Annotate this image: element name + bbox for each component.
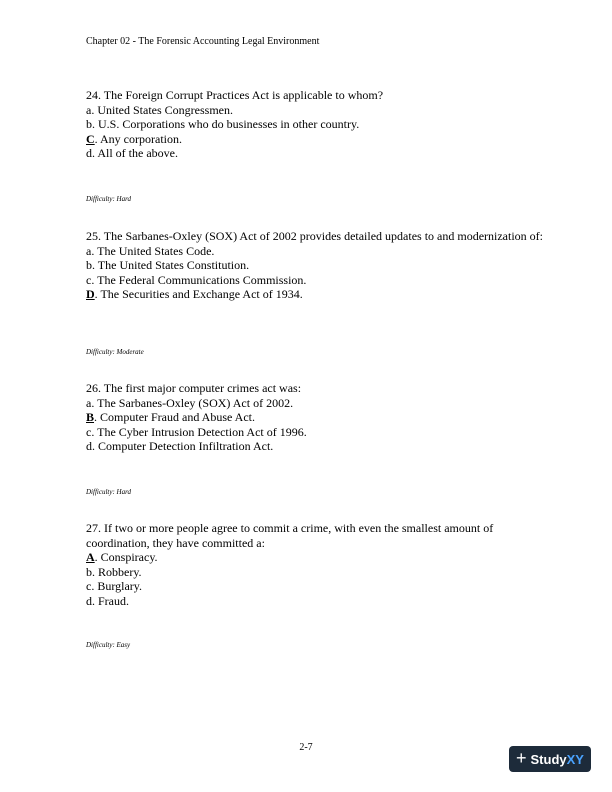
question-stem: 26. The first major computer crimes act was: bbox=[86, 381, 302, 395]
question-24 bbox=[86, 88, 546, 161]
question-stem: 25. The Sarbanes-Oxley (SOX) Act of 2002 provides detailed updates to and modernization of: bbox=[86, 229, 544, 243]
answer-option bbox=[86, 579, 546, 594]
option-letter: a bbox=[86, 395, 92, 410]
difficulty-label: Difficulty: Hard bbox=[86, 195, 132, 203]
page-number: 2-7 bbox=[299, 742, 313, 753]
studyxy-watermark[interactable] bbox=[509, 746, 591, 772]
option-text: . The Cyber Intrusion Detection Act of 1996. bbox=[91, 424, 307, 439]
option-text: . United States Congressmen. bbox=[91, 102, 233, 117]
option-text: . Burglary. bbox=[91, 579, 142, 593]
option-letter: c bbox=[86, 579, 92, 593]
difficulty-label: Difficulty: Easy bbox=[86, 641, 131, 649]
option-text: . Computer Fraud and Abuse Act. bbox=[94, 410, 255, 424]
correct-answer-letter: D bbox=[86, 287, 95, 301]
question-stem: 27. If two or more people agree to commit a crime, with even the smallest amount of coordination, they have committed a: bbox=[86, 521, 494, 550]
correct-answer-letter: C bbox=[86, 131, 95, 146]
answer-option bbox=[86, 396, 546, 411]
option-text: . The United States Constitution. bbox=[92, 258, 250, 272]
question-stem: 24. The Foreign Corrupt Practices Act is applicable to whom? bbox=[86, 88, 384, 102]
option-letter: b bbox=[86, 564, 92, 579]
answer-option-correct bbox=[86, 550, 546, 565]
answer-option bbox=[86, 117, 546, 132]
difficulty-label: Difficulty: Hard bbox=[86, 488, 132, 496]
option-letter: a bbox=[86, 243, 92, 258]
option-text: . The Securities and Exchange Act of 1934. bbox=[94, 287, 303, 301]
answer-option bbox=[86, 146, 546, 161]
running-header: Chapter 02 - The Forensic Accounting Legal Environment bbox=[86, 36, 320, 47]
answer-option-correct bbox=[86, 132, 546, 147]
answer-option bbox=[86, 594, 546, 609]
option-letter: d bbox=[86, 593, 92, 608]
question-27 bbox=[86, 521, 546, 608]
answer-option bbox=[86, 258, 546, 273]
answer-option bbox=[86, 565, 546, 580]
option-letter: a bbox=[86, 102, 92, 117]
option-letter: d bbox=[86, 439, 92, 453]
option-text: . U.S. Corporations who do businesses in other country. bbox=[92, 117, 360, 131]
question-26 bbox=[86, 381, 546, 454]
watermark-brand-accent: XY bbox=[566, 751, 584, 767]
watermark-brand-main: Study bbox=[530, 751, 567, 767]
option-text: . The United States Code. bbox=[91, 243, 215, 258]
option-letter: d bbox=[86, 146, 92, 160]
answer-option bbox=[86, 244, 546, 259]
option-text: . Fraud. bbox=[92, 593, 129, 608]
option-text: . The Sarbanes-Oxley (SOX) Act of 2002. bbox=[91, 395, 294, 410]
option-text: . Conspiracy. bbox=[94, 550, 158, 564]
plus-icon: + bbox=[516, 748, 527, 768]
correct-answer-letter: A bbox=[86, 550, 95, 564]
option-text: . Any corporation. bbox=[94, 131, 182, 146]
option-letter: c bbox=[86, 424, 92, 439]
watermark-brand bbox=[531, 752, 584, 767]
answer-option bbox=[86, 103, 546, 118]
answer-option-correct bbox=[86, 410, 546, 425]
option-text: . All of the above. bbox=[92, 146, 178, 160]
answer-option bbox=[86, 439, 546, 454]
answer-option-correct bbox=[86, 287, 546, 302]
option-letter: b bbox=[86, 117, 92, 131]
option-text: . The Federal Communications Commission. bbox=[91, 272, 307, 287]
difficulty-label: Difficulty: Moderate bbox=[86, 348, 144, 356]
correct-answer-letter: B bbox=[86, 410, 95, 424]
question-25 bbox=[86, 229, 546, 302]
option-text: . Robbery. bbox=[92, 564, 142, 579]
option-letter: b bbox=[86, 258, 92, 272]
answer-option bbox=[86, 425, 546, 440]
option-letter: c bbox=[86, 272, 92, 287]
answer-option bbox=[86, 273, 546, 288]
option-text: . Computer Detection Infiltration Act. bbox=[92, 439, 274, 453]
